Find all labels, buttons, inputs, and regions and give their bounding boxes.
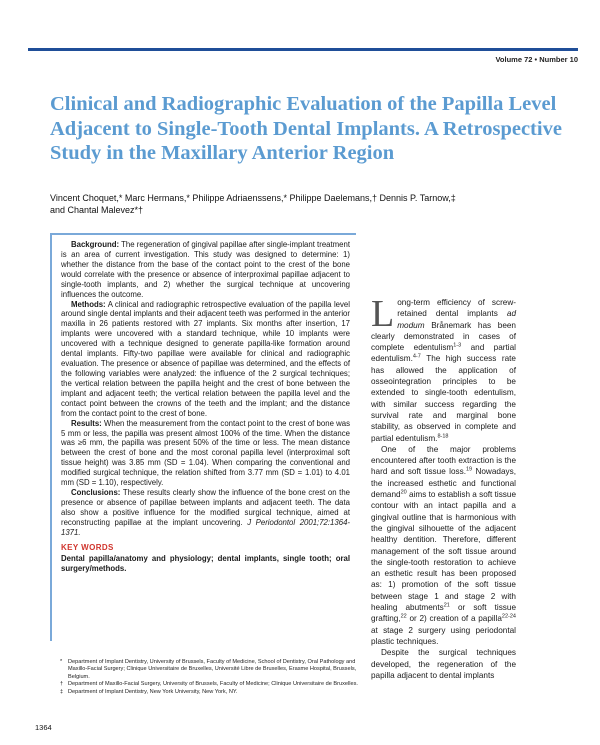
citation: J Periodontol 2001;72:1364-1371. — [61, 517, 351, 537]
background-label: Background: — [71, 240, 120, 249]
reference-marker: 1-3 — [453, 342, 462, 349]
footnote-text: Department of Implant Dentistry, University of Brussels, Faculty of Medicine, School of Dentistry, Oral Pathology and Maxillo-Facial Surgery; Clinique Universitaire de Bruxelles, Université Libre de Bruxelles, Erasme Hospital, Brussels, Belgium. — [68, 659, 357, 680]
body-paragraph-3: Despite the surgical techniques developed, the regeneration of the papilla adjacent to dental implants — [371, 648, 516, 680]
affiliation-footnotes — [60, 659, 368, 696]
results-text: When the measurement from the contact point to the crest of bone was 5 mm or less, the papilla was present almost 100% of the time. When the distance was ≥6 mm, the papilla was present 50% of the time or less. The mean distance between the crest of bone and the most coronal papilla level (interproximal soft tissue height) was 3.85 mm (SD = 1.04). When comparing the conventional and modified surgical technique, the relation shifted from 3.77 mm (SD = 1.01) to 4.01 mm (SD = 1.10), respectively. — [61, 418, 350, 488]
footnote — [60, 689, 368, 696]
abstract-box — [50, 233, 356, 641]
body-text: at stage 2 surgery using periodontal plastic techniques. — [371, 625, 516, 646]
abstract-methods — [61, 300, 350, 419]
italic-text: ad modum — [397, 309, 516, 330]
body-paragraph-2 — [371, 444, 516, 647]
reference-marker: 4-7 — [412, 353, 421, 360]
keywords-text: Dental papilla/anatomy and physiology; dental implants, single tooth; oral surgery/methods. — [61, 553, 350, 573]
footnote — [60, 681, 368, 688]
methods-text: A clinical and radiographic retrospective evaluation of the papilla level around single dental implants and their adjacent teeth was performed in the anterior maxilla in 26 patients restored with 27 implants. Six months after insertion, 17 implants were uncovered with a standard technique, while 10 implants were uncovered with a technique designed to generate papilla-like formation around dental implants. Fifty-two papillae were available for clinical and radiographic evaluation. The presence or absence of papillae was determined, and the effects of the following variables were analyzed: the influence of the 2 surgical techniques; the vertical relation between the papilla height and the crest of bone between the implant and adjacent teeth; the vertical relation between the papilla level and the contact point between the crowns of the teeth and the implant; and the distance from the contact point to the crest of bone. — [61, 299, 350, 418]
drop-cap: L — [371, 293, 395, 335]
author-line-1: Vincent Choquet,* Marc Hermans,* Philippe Adriaenssens,* Philippe Daelemans,† Dennis P. Tarnow,‡ — [50, 193, 456, 203]
volume-number: Volume 72 • Number 10 — [495, 55, 578, 64]
reference-marker: 8-18 — [437, 432, 449, 439]
body-text-column — [371, 293, 516, 681]
author-line-2: and Chantal Malevez*† — [50, 205, 144, 215]
body-text: ong-term efficiency of screw-retained dental implants — [397, 298, 516, 319]
footnote — [60, 659, 368, 681]
reference-marker: 22-24 — [501, 613, 516, 620]
reference-marker: 19 — [465, 466, 473, 473]
author-list — [50, 192, 530, 216]
background-text: The regeneration of gingival papillae after single-implant treatment is an area of current investigation. This study was designed to determine: 1) whether the distance from the base of the contact point to the crest of the bone would correlate with the presence or absence of interproximal papillae adjacent to single-tooth implants, and 2) whether the surgical technique at uncovering influences the outcome. — [61, 240, 350, 299]
reference-marker: 20 — [400, 489, 407, 496]
body-text: or soft tissue grafting, — [371, 603, 516, 624]
body-text: One of the major problems encountered after tooth extraction is the hard and soft tissue loss. — [371, 444, 516, 477]
methods-label: Methods: — [71, 299, 106, 309]
body-text: The high success rate has allowed the application of osseointegration principles to be extended to single-tooth edentulism, with similar success regarding the survival rate and marginal bone stability, as observed in complete and partial edentulism. — [371, 354, 516, 443]
abstract-conclusions — [61, 488, 350, 538]
footnote-symbol: † — [60, 681, 64, 688]
footnote-text: Department of Implant Dentistry, New York University, New York, NY. — [68, 688, 238, 695]
body-text: Nowadays, the increased esthetic and functional demand — [371, 467, 516, 500]
body-text: Brånemark has been clearly demonstrated in cases of complete edentulism — [371, 320, 516, 353]
footnote-symbol: ‡ — [60, 688, 64, 695]
footnote-symbol: * — [60, 659, 63, 665]
keywords-heading: KEY WORDS — [61, 542, 114, 552]
body-text: and partial edentulism. — [371, 343, 516, 364]
abstract-background — [61, 240, 350, 300]
body-text: or 2) creation of a papilla — [409, 614, 502, 624]
body-text: aims to establish a soft tissue contour with an intact papilla and a gingival outline that is harmonious with the gingival silhouette of the adjacent healthy dentition. Therefore, different management of the soft tissue around the single-tooth restoration to achieve an esthetic result has been proposed as: 1) promotion of the soft tissue between stage 1 and stage 2 with healing abutments — [371, 490, 516, 613]
conclusions-label: Conclusions: — [71, 488, 121, 498]
header-rule — [28, 48, 578, 51]
reference-marker: 21 — [443, 602, 450, 609]
reference-marker: 22 — [400, 613, 407, 620]
footnote-text: Department of Maxillo-Facial Surgery, University of Brussels, Faculty of Medicine; Clinique Universitaire de Bruxelles. — [68, 681, 358, 688]
article-title: Clinical and Radiographic Evaluation of the Papilla Level Adjacent to Single-Tooth Dental Implants. A Retrospective Study in the Maxillary Anterior Region — [50, 93, 562, 164]
abstract-results — [61, 419, 350, 488]
results-label: Results: — [71, 418, 102, 428]
conclusions-text: These results clearly show the influence of the bone crest on the presence or absence of papillae between implants and adjacent teeth. The data also show a positive influence for the modified surgical technique, aimed at reconstructing papillae at the implant uncovering. — [61, 488, 350, 527]
body-paragraph-1 — [371, 293, 516, 444]
page-number: 1364 — [35, 723, 52, 732]
